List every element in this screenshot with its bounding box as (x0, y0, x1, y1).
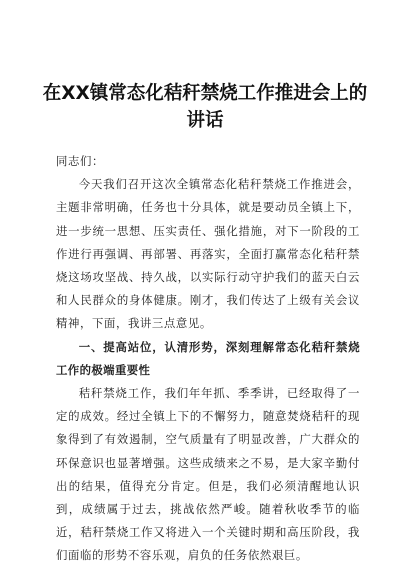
salutation: 同志们： (56, 154, 104, 168)
document-body (56, 150, 360, 568)
document-title: 在XX镇常态化秸秆禁烧工作推进会上的讲话 (42, 83, 368, 131)
section-heading-1: 一、提高站位，认清形势，深刻理解常态化秸秆禁烧工作的极端重要性 (56, 339, 360, 377)
body-paragraph-section-1: 秸秆禁烧工作，我们年年抓、季季讲，已经取得了一定的成效。经过全镇上下的不懈努力，随意焚烧秸秆的现象得到了有效遏制，空气质量有了明显改善，广大群众的环保意识也显著增强。这些成绩来之不易，是大家辛勤付出的结果，值得充分肯定。但是，我们必须清醒地认识到，成绩属于过去，挑战依然严峻。随着秋收季节的临近，秸秆禁烧工作又将进入一个关键时期和高压阶段，我们面临的形势不容乐观，肩负的任务依然艰巨。 (56, 386, 360, 563)
body-paragraph-intro: 今天我们召开这次全镇常态化秸秆禁烧工作推进会，主题非常明确，任务也十分具体，就是要动员全镇上下，进一步统一思想、压实责任、强化措施，对下一阶段的工作进行再强调、再部署、再落实，全面打赢常态化秸秆禁烧这场攻坚战、持久战，以实际行动守护我们的蓝天白云和人民群众的身体健康。刚才，我们传达了上级有关会议精神，下面，我讲三点意见。 (56, 177, 360, 331)
